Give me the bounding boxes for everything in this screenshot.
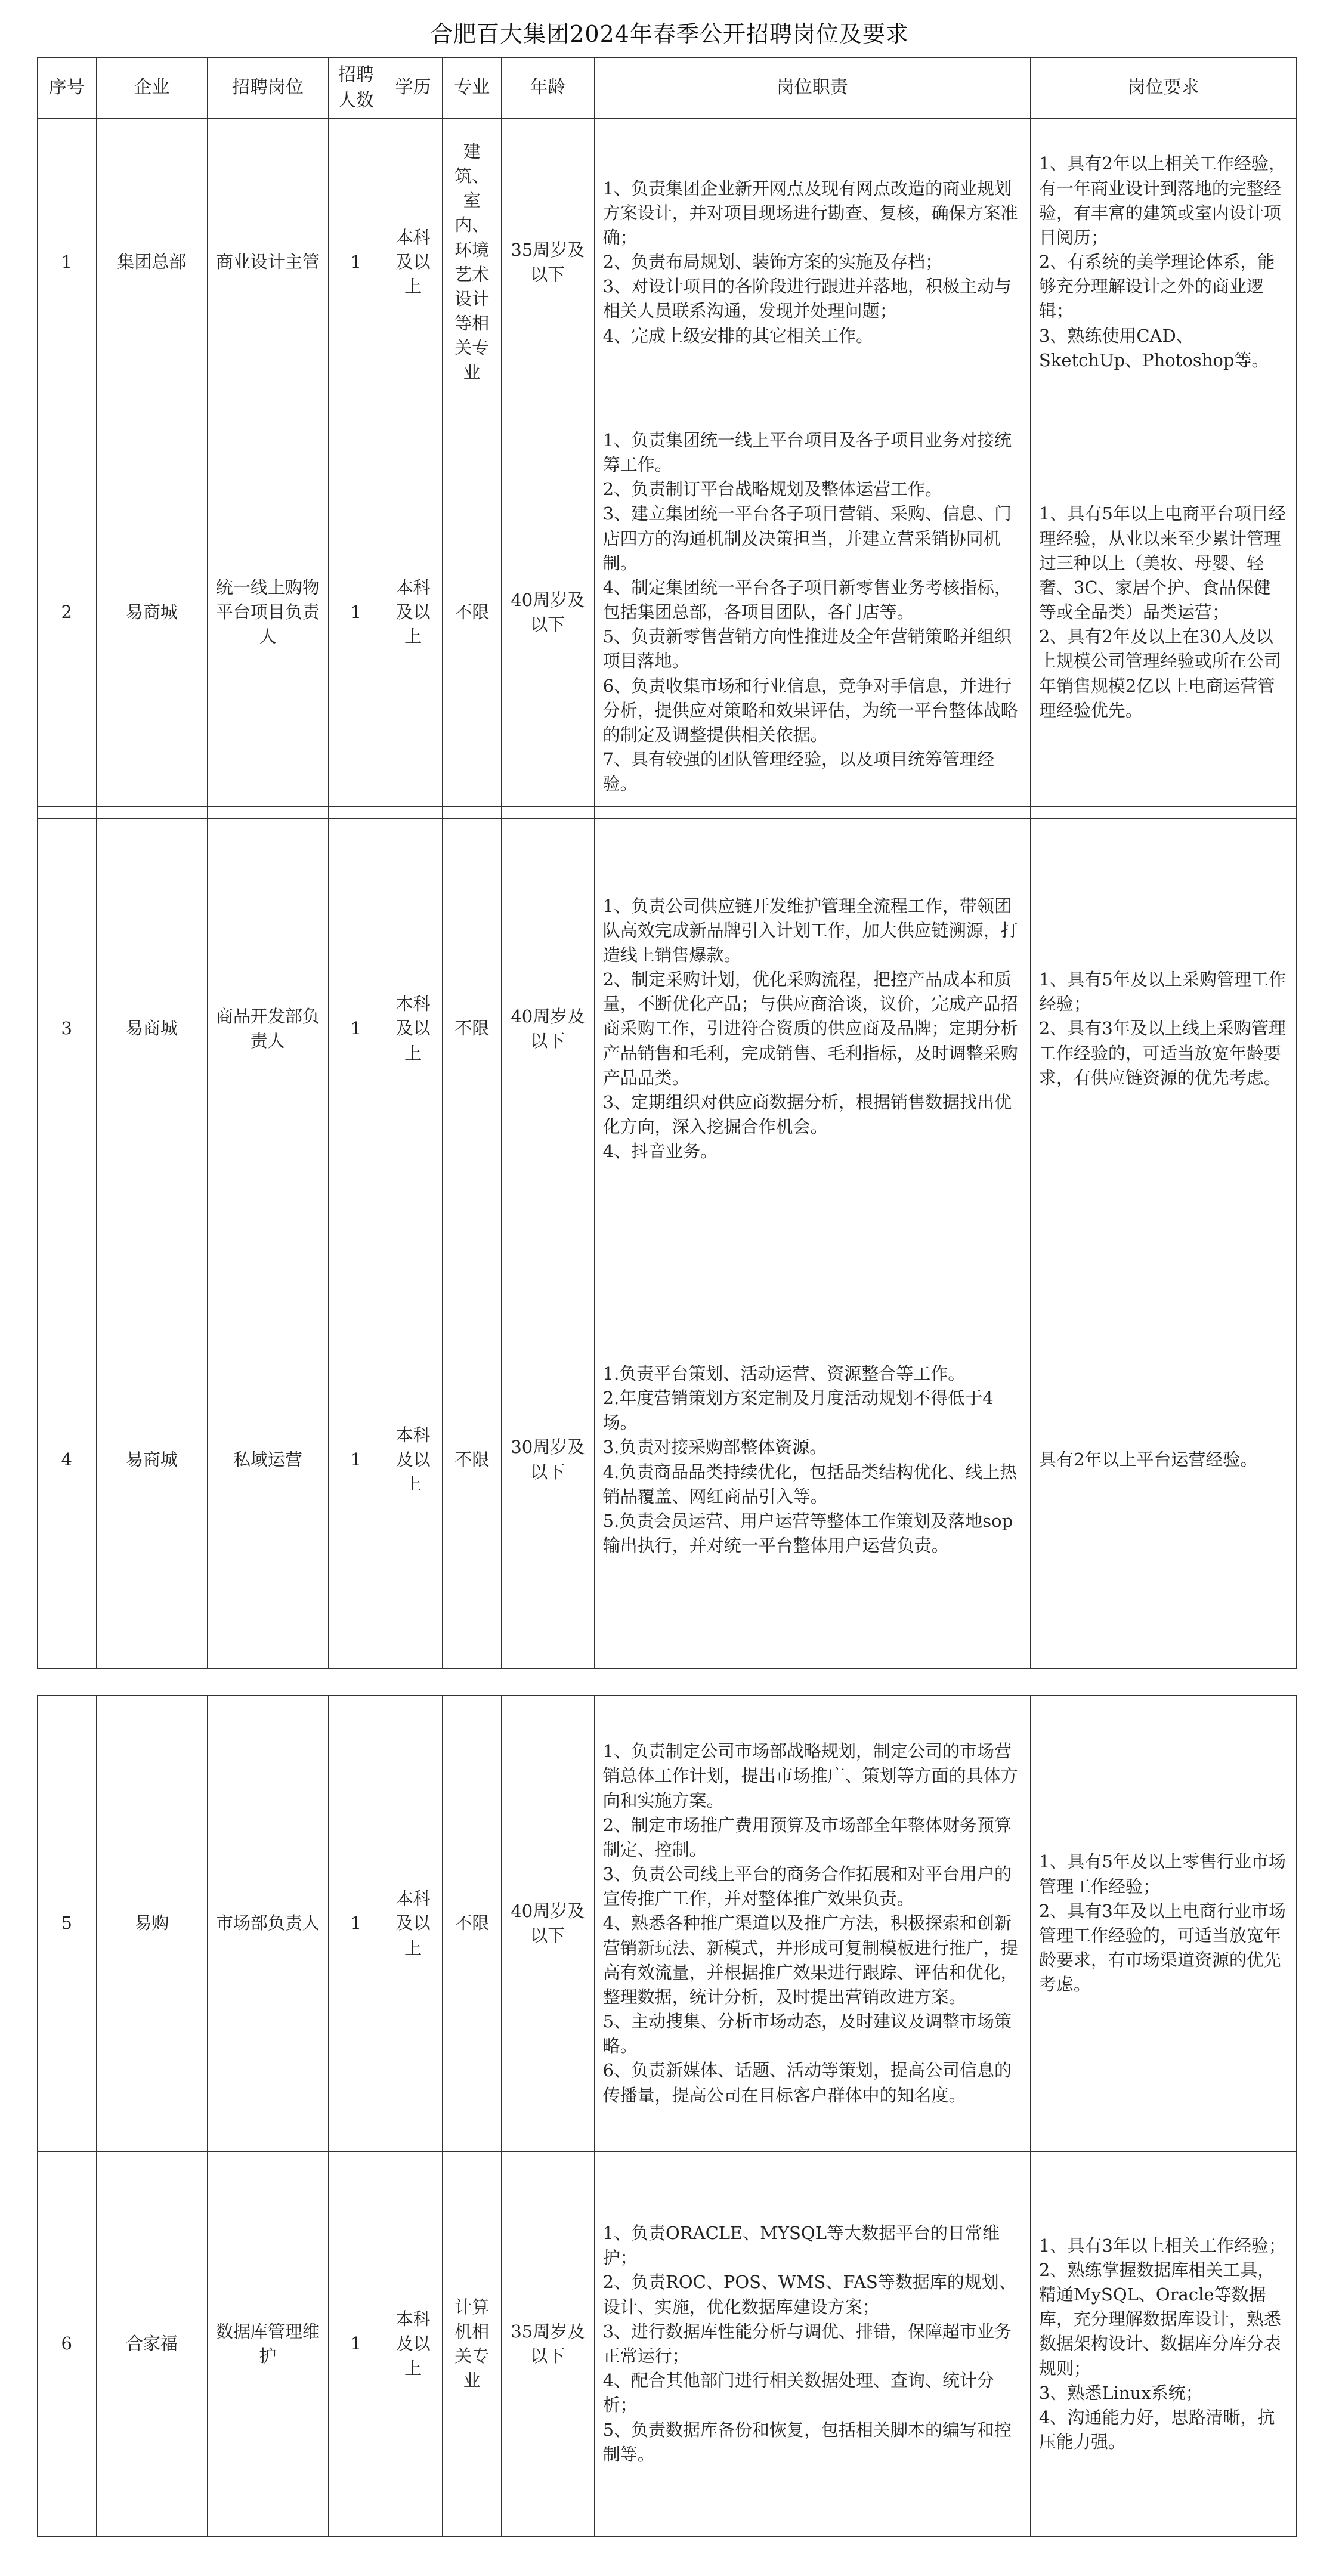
cell-position: 商品开发部负责人 [208,807,328,1251]
cell-count: 1 [328,1251,384,1669]
table-row [38,2152,1297,2537]
cell-no: 5 [38,1696,97,2152]
duty-item: 4、完成上级安排的其它相关工作。 [602,325,874,346]
duty-item: 3、负责公司线上平台的商务合作拓展和对平台用户的宣传推广工作，并对整体推广效果负责。 [602,1864,1012,1909]
cell-duties [594,119,1030,406]
duty-item: 7、具有较强的团队管理经验，以及项目统筹管理经验。 [602,749,995,794]
cell-no: 4 [38,1251,97,1669]
requirement-item: 3、熟练使用CAD、SketchUp、Photoshop等。 [1038,325,1269,370]
cell-no: 6 [38,2152,97,2537]
requirement-item: 1、具有5年及以上零售行业市场管理工作经验； [1038,1851,1286,1897]
cell-no: 2 [38,406,97,819]
cell-age: 35周岁及以下 [502,2152,595,2537]
duty-item: 6、负责收集市场和行业信息，竞争对手信息，并进行分析，提供应对策略和效果评估，为统一平台整体战略的制定及调整提供相关依据。 [602,675,1018,745]
duty-item: 3.负责对接采购部整体资源。 [602,1437,827,1458]
cell-company: 易商城 [96,807,208,1251]
duty-item: 1、负责公司供应链开发维护管理全流程工作，带领团队高效完成新品牌引入计划工作，加大供应链溯源，打造线上销售爆款。 [602,895,1018,965]
duty-item: 5、主动搜集、分析市场动态，及时建议及调整市场策略。 [602,2011,1012,2057]
cell-education: 本科及以上 [384,807,443,1251]
cell-no: 3 [38,807,97,1251]
duty-item: 1.负责平台策划、活动运营、资源整合等工作。 [602,1363,966,1384]
cell-education: 本科及以上 [384,1251,443,1669]
cell-major: 计算机相关专业 [443,2152,502,2537]
cell-count: 1 [328,119,384,406]
cell-requirements [1030,1696,1296,2152]
cell-count: 1 [328,406,384,819]
cell-major: 不限 [443,406,502,819]
cell-company: 易商城 [96,406,208,819]
cell-position: 市场部负责人 [208,1696,328,2152]
cell-position: 数据库管理维护 [208,2152,328,2537]
cell-age: 40周岁及以下 [502,1696,595,2152]
cell-major: 不限 [443,1696,502,2152]
header-age: 年龄 [502,58,595,119]
requirement-item: 具有2年以上平台运营经验。 [1038,1449,1258,1470]
duty-item: 3、对设计项目的各阶段进行跟进并落地，积极主动与相关人员联系沟通，发现并处理问题； [602,276,1012,321]
cell-major: 不限 [443,1251,502,1669]
header-no: 序号 [38,58,97,119]
duty-item: 4、熟悉各种推广渠道以及推广方法，积极探索和创新营销新玩法、新模式，并形成可复制模板进行推广，提高有效流量，并根据推广效果进行跟踪、评估和优化，整理数据，统计分析，及时提出营销改进方案。 [602,1913,1018,2007]
cell-age: 35周岁及以下 [502,119,595,406]
requirement-item: 1、具有5年及以上采购管理工作经验； [1038,969,1286,1015]
cell-education: 本科及以上 [384,119,443,406]
page-title: 合肥百大集团2024年春季公开招聘岗位及要求 [430,21,909,47]
requirement-item: 1、具有5年以上电商平台项目经理经验，从业以来至少累计管理过三种以上（美妆、母婴、轻奢、3C、家居个护、食品保健等或全品类）品类运营； [1038,503,1286,623]
duty-item: 4、抖音业务。 [602,1141,718,1162]
recruitment-table-part-1 [37,57,1297,819]
cell-position: 私域运营 [208,1251,328,1669]
cell-count: 1 [328,1696,384,2152]
cell-position: 商业设计主管 [208,119,328,406]
duty-item: 1、负责集团统一线上平台项目及各子项目业务对接统筹工作。 [602,429,1012,475]
requirement-item: 2、熟练掌握数据库相关工具，精通MySQL、Oracle等数据库，充分理解数据库设计，熟悉数据架构设计、数据库分库分表规则； [1038,2259,1281,2379]
cell-duties [594,2152,1030,2537]
duty-item: 3、定期组织对供应商数据分析，根据销售数据找出优化方向，深入挖掘合作机会。 [602,1091,1012,1137]
cell-company: 集团总部 [96,119,208,406]
duty-item: 6、负责新媒体、话题、活动等策划，提高公司信息的传播量，提高公司在目标客户群体中的知名度。 [602,2060,1012,2105]
duty-item: 1、负责制定公司市场部战略规划，制定公司的市场营销总体工作计划，提出市场推广、策划等方面的具体方向和实施方案。 [602,1741,1018,1811]
cell-major: 不限 [443,807,502,1251]
recruitment-table-part-2 [37,806,1297,1669]
cell-requirements [1030,2152,1296,2537]
cell-no: 1 [38,119,97,406]
cell-duties [594,807,1030,1251]
duty-item: 5、负责新零售营销方向性推进及全年营销策略并组织项目落地。 [602,626,1012,672]
cell-requirements [1030,119,1296,406]
duty-item: 2、负责ROC、POS、WMS、FAS等数据库的规划、设计、实施，优化数据库建设方案； [602,2272,1016,2317]
header-requirements: 岗位要求 [1030,58,1296,119]
duty-item: 2.年度营销策划方案定制及月度活动规划不得低于4场。 [602,1387,994,1433]
cell-duties [594,406,1030,819]
cell-requirements [1030,1251,1296,1669]
duty-item: 2、负责布局规划、装饰方案的实施及存档； [602,252,943,273]
duty-item: 2、制定市场推广费用预算及市场部全年整体财务预算制定、控制。 [602,1814,1012,1860]
header-major: 专业 [443,58,502,119]
requirement-item: 2、具有3年及以上电商行业市场管理工作经验的，可适当放宽年龄要求，有市场渠道资源的优先考虑。 [1038,1900,1286,1995]
cell-requirements [1030,406,1296,819]
cell-company: 易购 [96,1696,208,2152]
table-row [38,1696,1297,2152]
cell-age: 40周岁及以下 [502,406,595,819]
cell-count: 1 [328,807,384,1251]
cell-education: 本科及以上 [384,406,443,819]
requirement-item: 1、具有2年以上相关工作经验，有一年商业设计到落地的完整经验，有丰富的建筑或室内设计项目阅历； [1038,153,1286,248]
cell-duties [594,1251,1030,1669]
cell-company: 合家福 [96,2152,208,2537]
duty-item: 1、负责集团企业新开网点及现有网点改造的商业规划方案设计，并对项目现场进行勘查、复核，确保方案准确； [602,178,1018,248]
requirement-item: 4、沟通能力好，思路清晰，抗压能力强。 [1038,2407,1275,2453]
duty-item: 4、配合其他部门进行相关数据处理、查询、统计分析； [602,2370,995,2416]
table-header-row [38,58,1297,119]
table-row [38,119,1297,406]
duty-item: 4.负责商品品类持续优化，包括品类结构优化、线上热销品覆盖、网红商品引入等。 [602,1461,1018,1507]
duty-item: 1、负责ORACLE、MYSQL等大数据平台的日常维护； [602,2223,1000,2268]
duty-item: 5、负责数据库备份和恢复，包括相关脚本的编写和控制等。 [602,2419,1012,2464]
requirement-item: 2、具有2年及以上在30人及以上规模公司管理经验或所在公司年销售规模2亿以上电商运营管理经验优先。 [1038,626,1281,720]
recruitment-table-part-3 [37,1695,1297,2537]
cell-education: 本科及以上 [384,1696,443,2152]
cell-age: 30周岁及以下 [502,1251,595,1669]
table-row [38,1251,1297,1669]
duty-item: 2、负责制订平台战略规划及整体运营工作。 [602,479,943,500]
duty-item: 3、建立集团统一平台各子项目营销、采购、信息、门店四方的沟通机制及决策担当，并建立营采销协同机制。 [602,503,1012,573]
header-company: 企业 [96,58,208,119]
cell-requirements [1030,807,1296,1251]
requirement-item: 1、具有3年以上相关工作经验； [1038,2235,1286,2256]
header-education: 学历 [384,58,443,119]
table-row [38,807,1297,1251]
header-duties: 岗位职责 [594,58,1030,119]
requirement-item: 2、有系统的美学理论体系，能够充分理解设计之外的商业逻辑； [1038,252,1275,321]
requirement-item: 3、熟悉Linux系统； [1038,2382,1203,2403]
table-row [38,406,1297,819]
cell-education: 本科及以上 [384,2152,443,2537]
cell-major: 建筑、室内、环境艺术设计等相关专业 [443,119,502,406]
requirement-item: 2、具有3年及以上线上采购管理工作经验的，可适当放宽年龄要求，有供应链资源的优先考虑。 [1038,1018,1286,1088]
cell-position: 统一线上购物平台项目负责人 [208,406,328,819]
header-count: 招聘人数 [328,58,384,119]
cell-age: 40周岁及以下 [502,807,595,1251]
header-position: 招聘岗位 [208,58,328,119]
cell-count: 1 [328,2152,384,2537]
duty-item: 5.负责会员运营、用户运营等整体工作策划及落地sop输出执行，并对统一平台整体用户运营负责。 [602,1510,1013,1556]
duty-item: 4、制定集团统一平台各子项目新零售业务考核指标，包括集团总部，各项目团队，各门店等。 [602,577,1012,623]
cell-duties [594,1696,1030,2152]
duty-item: 2、制定采购计划，优化采购流程，把控产品成本和质量，不断优化产品；与供应商洽谈，议价，完成产品招商采购工作，引进符合资质的供应商及品牌；定期分析产品销售和毛利，完成销售、毛利指标，及时调整采购产品品类。 [602,969,1018,1088]
duty-item: 3、进行数据库性能分析与调优、排错，保障超市业务正常运行； [602,2321,1012,2366]
cell-company: 易商城 [96,1251,208,1669]
